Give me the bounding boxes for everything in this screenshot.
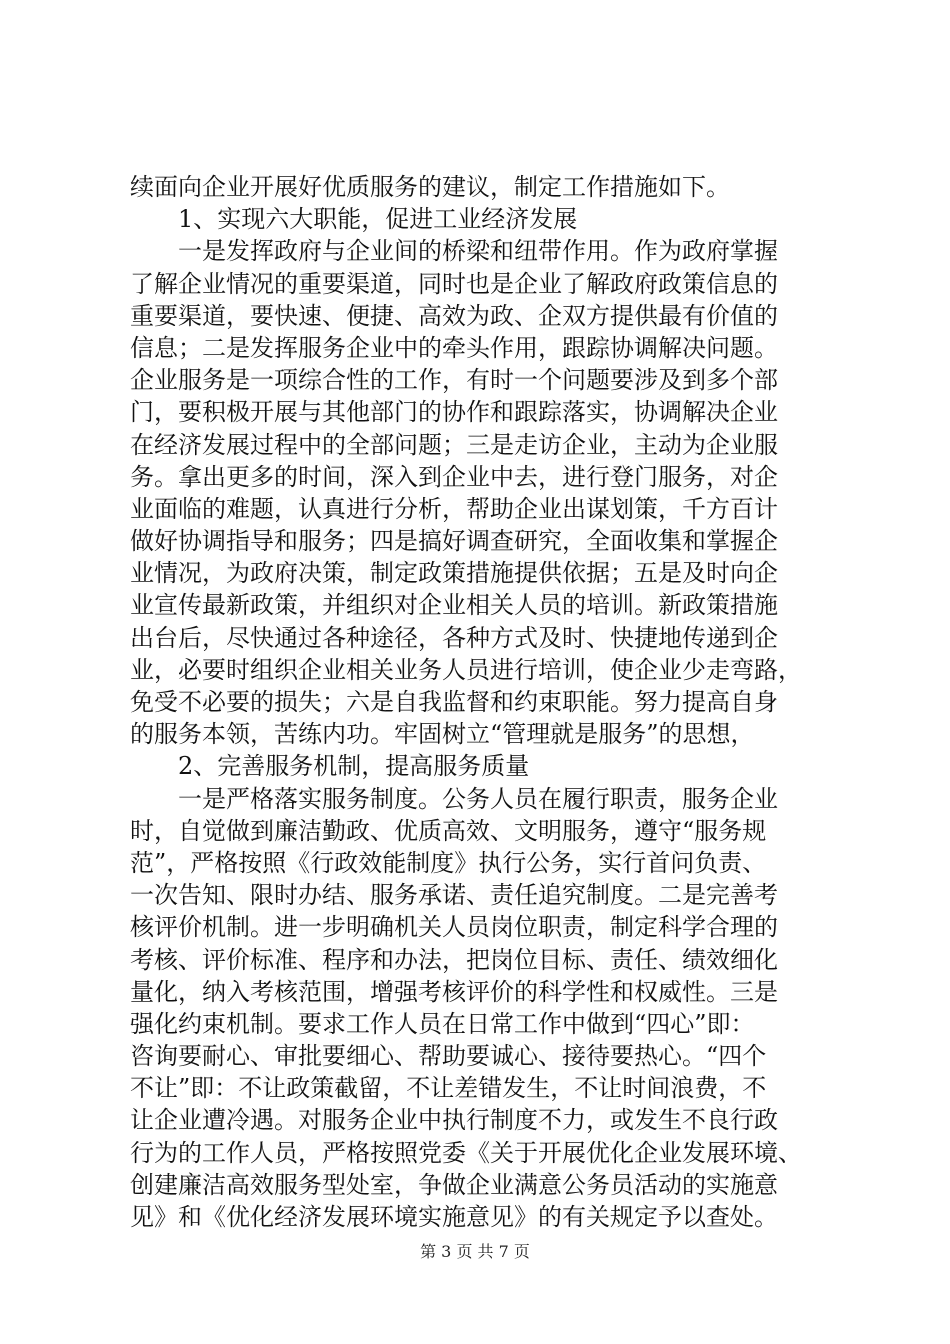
text-line: 了解企业情况的重要渠道，同时也是企业了解政府政策信息的	[130, 269, 778, 298]
text-line: 业情况，为政府决策，制定政策措施提供依据；五是及时向企	[130, 559, 778, 588]
text-line: 不让”即：不让政策截留，不让差错发生，不让时间浪费，不	[130, 1074, 767, 1103]
text-line: 免受不必要的损失；六是自我监督和约束职能。努力提高自身	[130, 688, 778, 716]
text-line: 行为的工作人员，严格按照党委《关于开展优化企业发展环境、	[130, 1138, 802, 1167]
text-line: 重要渠道，要快速、便捷、高效为政、企双方提供最有价值的	[130, 301, 778, 330]
text-line: 业面临的难题，认真进行分析，帮助企业出谋划策，千方百计	[130, 494, 778, 523]
text-line: 见》和《优化经济发展环境实施意见》的有关规定予以查处。	[130, 1203, 778, 1231]
text-line: 企业服务是一项综合性的工作，有时一个问题要涉及到多个部	[130, 366, 778, 395]
text-line: 咨询要耐心、审批要细心、帮助要诚心、接待要热心。“四个	[130, 1042, 767, 1071]
text-line: 门，要积极开展与其他部门的协作和跟踪落实，协调解决企业	[130, 398, 778, 427]
text-line: 在经济发展过程中的全部问题；三是走访企业，主动为企业服	[130, 430, 778, 459]
text-line: 让企业遭冷遇。对服务企业中执行制度不力，或发生不良行政	[130, 1106, 778, 1135]
text-line: 一是发挥政府与企业间的桥梁和纽带作用。作为政府掌握	[178, 237, 778, 266]
text-line: 一是严格落实服务制度。公务人员在履行职责，服务企业	[178, 784, 778, 813]
text-line: 出台后，尽快通过各种途径，各种方式及时、快捷地传递到企	[130, 623, 778, 652]
text-line: 考核、评价标准、程序和办法，把岗位目标、责任、绩效细化	[130, 945, 778, 974]
page-indicator: 第 3 页 共 7 页	[420, 1242, 530, 1261]
text-line: 范”，严格按照《行政效能制度》执行公务，实行首问负责、	[130, 848, 767, 877]
text-line: 业，必要时组织企业相关业务人员进行培训，使企业少走弯路，	[130, 655, 802, 684]
text-line: 创建廉洁高效服务型处室，争做企业满意公务员活动的实施意	[130, 1170, 778, 1199]
text-line: 2、完善服务机制，提高服务质量	[178, 752, 530, 781]
text-line: 续面向企业开展好优质服务的建议，制定工作措施如下。	[130, 173, 730, 201]
text-line: 业宣传最新政策，并组织对企业相关人员的培训。新政策措施	[130, 591, 778, 620]
text-line: 1、实现六大职能，促进工业经济发展	[178, 205, 578, 234]
text-line: 量化，纳入考核范围，增强考核评价的科学性和权威性。三是	[130, 977, 778, 1006]
text-line: 信息；二是发挥服务企业中的牵头作用，跟踪协调解决问题。	[130, 333, 778, 362]
text-line: 强化约束机制。要求工作人员在日常工作中做到“四心”即：	[130, 1009, 755, 1038]
text-line: 一次告知、限时办结、服务承诺、责任追究制度。二是完善考	[130, 881, 778, 910]
text-line: 务。拿出更多的时间，深入到企业中去，进行登门服务，对企	[130, 462, 778, 491]
text-line: 的服务本领，苦练内功。牢固树立“管理就是服务”的思想，	[130, 720, 755, 749]
text-line: 核评价机制。进一步明确机关人员岗位职责，制定科学合理的	[130, 913, 778, 942]
document-body	[130, 171, 830, 1233]
text-line: 做好协调指导和服务；四是搞好调查研究，全面收集和掌握企	[130, 527, 778, 556]
text-line: 时，自觉做到廉洁勤政、优质高效、文明服务，遵守“服务规	[130, 816, 767, 845]
